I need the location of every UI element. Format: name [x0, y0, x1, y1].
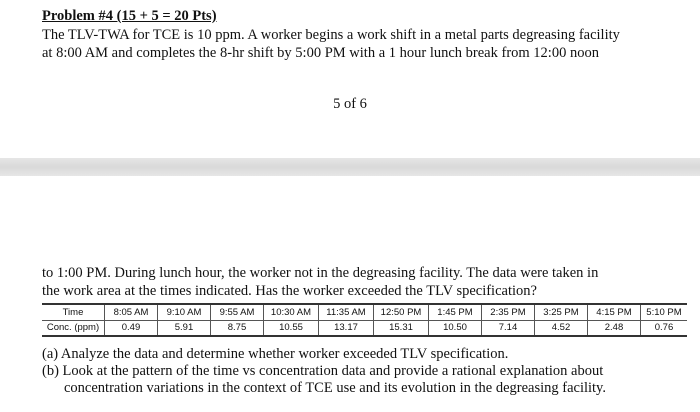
- problem-text-line-2: at 8:00 AM and completes the 8-hr shift by 5:00 PM with a 1 hour lunch break from 12:00 noon: [42, 45, 599, 61]
- page-separator: [0, 158, 700, 176]
- question-b-line-1: (b) Look at the pattern of the time vs concentration data and provide a rational explanation about: [42, 363, 604, 379]
- time-cell: 9:10 AM: [158, 304, 211, 320]
- question-b-line-2: concentration variations in the context of TCE use and its evolution in the degreasing facility.: [64, 380, 606, 396]
- time-cell: 4:15 PM: [588, 304, 641, 320]
- time-cell: 2:35 PM: [482, 304, 535, 320]
- conc-cell: 0.76: [654, 322, 674, 334]
- conc-row: [42, 320, 687, 336]
- problem-text-line-1: The TLV-TWA for TCE is 10 ppm. A worker begins a work shift in a metal parts degreasing facility: [42, 27, 620, 43]
- conc-cell: 0.49: [105, 320, 158, 336]
- conc-cell: 5.91: [158, 320, 211, 336]
- conc-header: Conc. (ppm): [42, 320, 105, 336]
- time-cell: 10:30 AM: [264, 304, 319, 320]
- conc-cell: 4.52: [535, 320, 588, 336]
- conc-cell: 8.75: [211, 320, 264, 336]
- time-row: [42, 304, 687, 320]
- question-a: (a) Analyze the data and determine whether worker exceeded TLV specification.: [42, 346, 509, 362]
- conc-cell: 7.14: [482, 320, 535, 336]
- conc-cell: 10.50: [429, 320, 482, 336]
- time-cell: 5:10 PM: [641, 304, 688, 320]
- problem-title: Problem #4 (15 + 5 = 20 Pts): [42, 8, 217, 24]
- time-header: Time: [42, 304, 105, 320]
- problem-text-line-3: to 1:00 PM. During lunch hour, the worker not in the degreasing facility. The data were taken in: [42, 265, 599, 281]
- page-number: 5 of 6: [333, 96, 367, 112]
- time-cell: 12:50 PM: [374, 304, 429, 320]
- conc-cell: 2.48: [588, 320, 641, 336]
- problem-text-line-4: the work area at the times indicated. Has the worker exceeded the TLV specification?: [42, 283, 537, 299]
- conc-cell: 10.55: [264, 320, 319, 336]
- time-cell: 9:55 AM: [211, 304, 264, 320]
- conc-cell: 13.17: [319, 320, 374, 336]
- conc-cell: 15.31: [374, 320, 429, 336]
- time-cell: 8:05 AM: [105, 304, 158, 320]
- time-cell: 11:35 AM: [319, 304, 374, 320]
- concentration-table: [42, 303, 687, 337]
- time-cell: 1:45 PM: [429, 304, 482, 320]
- time-cell: 3:25 PM: [535, 304, 588, 320]
